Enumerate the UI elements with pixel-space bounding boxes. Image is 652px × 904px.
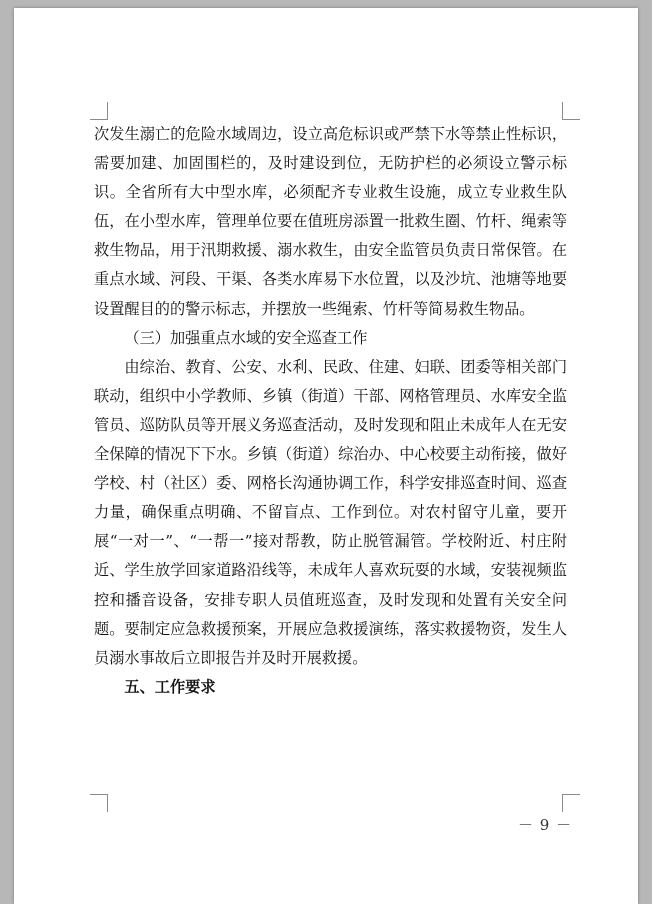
subsection-heading: （三）加强重点水域的安全巡查工作 bbox=[124, 328, 368, 347]
margin-corner-mark bbox=[562, 102, 580, 120]
margin-corner-mark bbox=[90, 794, 108, 812]
margin-corner-mark bbox=[90, 102, 108, 120]
page-number: － 9 － bbox=[518, 816, 573, 834]
body-paragraph: 由综治、教育、公安、水利、民政、住建、妇联、团委等相关部门联动，组织中小学教师、乡镇（街道）干部、网格管理员、水库安全监管员、巡防队员等开展义务巡查活动，及时发现和阻止未成年人在无安全保障的情况下下水。乡镇（街道）综治办、中心校要主动衔接，做好学校、村（社区）委、网格长沟通协调工作，科学安排巡查时间、巡查力量，确保重点明确、不留盲点、工作到位。对农村留守儿童，要开展“一对一”、“一帮一”接对帮教，防止脱管漏管。学校附近、村庄附近、学生放学回家道路沿线等，未成年人喜欢玩耍的水域，安装视频监控和播音设备，安排专职人员值班巡查，及时发现和处置有关安全问题。要制定应急救援预案，开展应急救援演练，落实救援物资，发生人员溺水事故后立即报告并及时开展救援。 bbox=[94, 357, 567, 667]
section-heading: 五、工作要求 bbox=[124, 677, 216, 696]
document-body bbox=[94, 120, 567, 702]
body-paragraph: 次发生溺亡的危险水域周边，设立高危标识或严禁下水等禁止性标识，需要加建、加固围栏的，及时建设到位，无防护栏的必须设立警示标识。全省所有大中型水库，必须配齐专业救生设施，成立专业救生队伍，在小型水库，管理单位要在值班房添置一批救生圈、竹杆、绳索等救生物品，用于汛期救援、溺水救生，由安全监管员负责日常保管。在重点水域、河段、干渠、各类水库易下水位置，以及沙坑、池塘等地要设置醒目的的警示标志，并摆放一些绳索、竹杆等简易救生物品。 bbox=[94, 125, 567, 318]
document-page bbox=[14, 8, 638, 904]
margin-corner-mark bbox=[562, 794, 580, 812]
